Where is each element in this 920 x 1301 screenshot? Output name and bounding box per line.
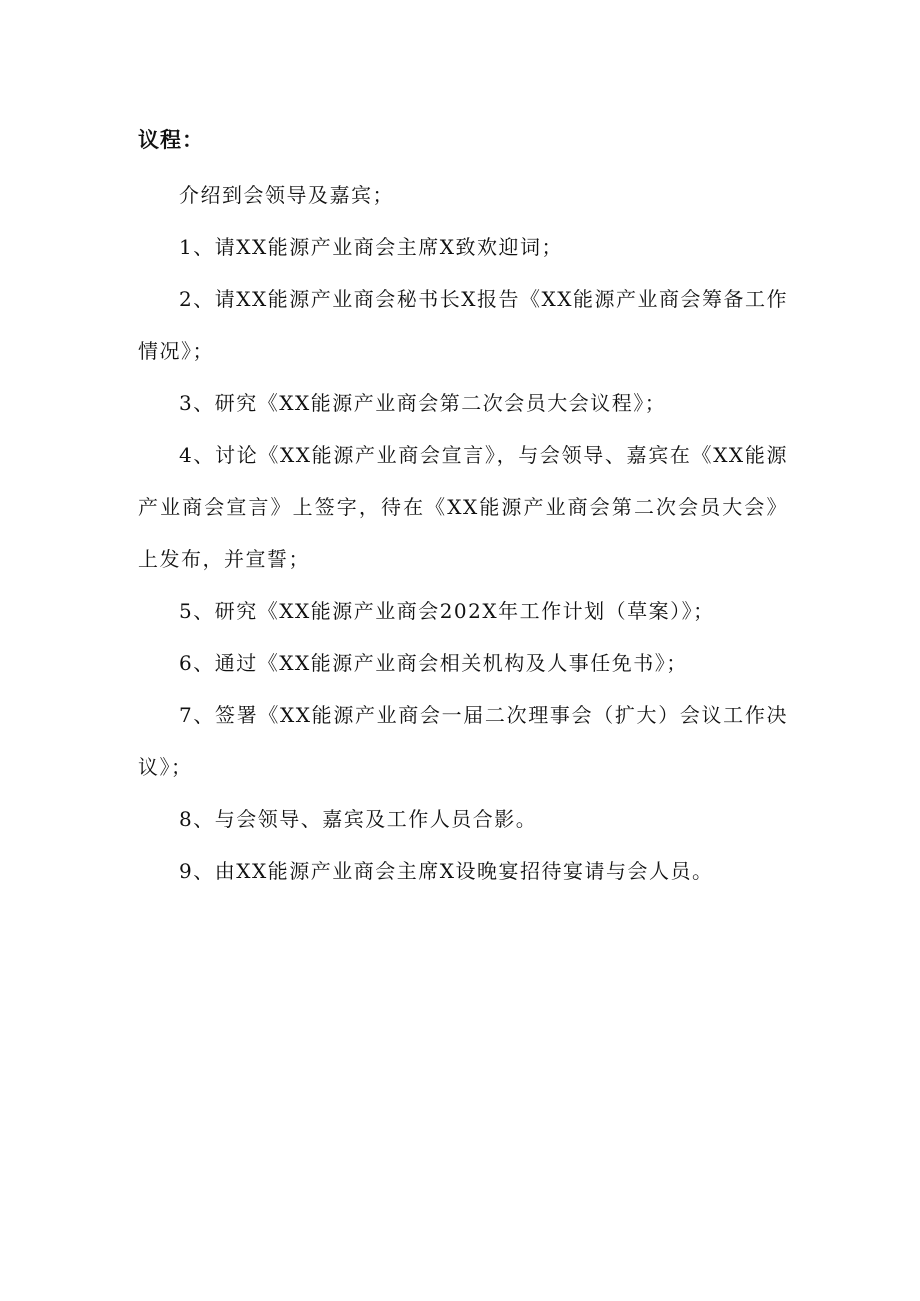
agenda-item-9: 9、由XX能源产业商会主席X设晚宴招待宴请与会人员。 — [179, 859, 714, 883]
agenda-item-2: 2、请XX能源产业商会秘书长X报告《XX能源产业商会筹备工作情况》； — [138, 287, 788, 363]
agenda-item-intro: 介绍到会领导及嘉宾； — [179, 183, 394, 207]
agenda-item-8: 8、与会领导、嘉宾及工作人员合影。 — [179, 807, 538, 831]
agenda-item-4: 4、讨论《XX能源产业商会宣言》，与会领导、嘉宾在《XX能源产业商会宣言》上签字，待在《XX能源产业商会第二次会员大会》上发布，并宣誓； — [138, 443, 788, 571]
document-body — [138, 123, 788, 897]
agenda-item-6: 6、通过《XX能源产业商会相关机构及人事任免书》； — [179, 651, 688, 675]
agenda-item-7: 7、签署《XX能源产业商会一届二次理事会（扩大）会议工作决议》； — [138, 703, 788, 779]
agenda-heading: 议程： — [138, 127, 204, 152]
agenda-item-1: 1、请XX能源产业商会主席X致欢迎词； — [179, 235, 563, 259]
agenda-item-5: 5、研究《XX能源产业商会202X年工作计划（草案）》； — [179, 599, 715, 623]
agenda-item-3: 3、研究《XX能源产业商会第二次会员大会议程》； — [179, 391, 667, 415]
